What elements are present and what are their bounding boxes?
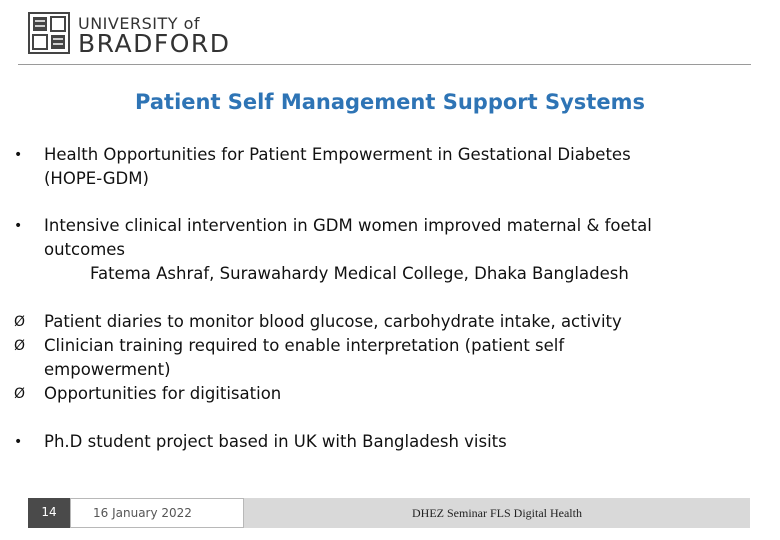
- logo-text-line1: UNIVERSITY of: [78, 14, 200, 33]
- footer-event-name: DHEZ Seminar FLS Digital Health: [244, 498, 750, 528]
- header-divider: [18, 64, 751, 65]
- bullet-attribution: Fatema Ashraf, Surawahardy Medical College, Dhaka Bangladesh: [90, 264, 629, 283]
- bullet-line: Intensive clinical intervention in GDM women improved maternal & foetal: [44, 216, 652, 235]
- logo-text-line2: BRADFORD: [78, 29, 231, 58]
- bullet-line: Patient diaries to monitor blood glucose, carbohydrate intake, activity: [44, 312, 622, 331]
- slide-footer: [28, 498, 750, 528]
- bullet-line: outcomes: [44, 240, 126, 259]
- arrow-bullet-marker: Ø: [14, 338, 26, 354]
- bullet-line: Ph.D student project based in UK with Bangladesh visits: [44, 432, 507, 451]
- bullet-marker: •: [14, 147, 23, 163]
- slide-title: Patient Self Management Support Systems: [135, 90, 645, 114]
- footer-date: 16 January 2022: [70, 498, 244, 528]
- bullet-line: Opportunities for digitisation: [44, 384, 282, 403]
- bullet-marker: •: [14, 218, 23, 234]
- slide-number: 14: [28, 498, 70, 528]
- university-crest-icon: [28, 12, 70, 54]
- bullet-line: Health Opportunities for Patient Empowerment in Gestational Diabetes: [44, 145, 631, 164]
- bullet-line: (HOPE-GDM): [44, 169, 149, 188]
- arrow-bullet-marker: Ø: [14, 314, 26, 330]
- bullet-line: Clinician training required to enable interpretation (patient self: [44, 336, 565, 355]
- university-logo: [28, 12, 243, 58]
- bullet-line: empowerment): [44, 360, 171, 379]
- arrow-bullet-marker: Ø: [14, 386, 26, 402]
- bullet-marker: •: [14, 434, 23, 450]
